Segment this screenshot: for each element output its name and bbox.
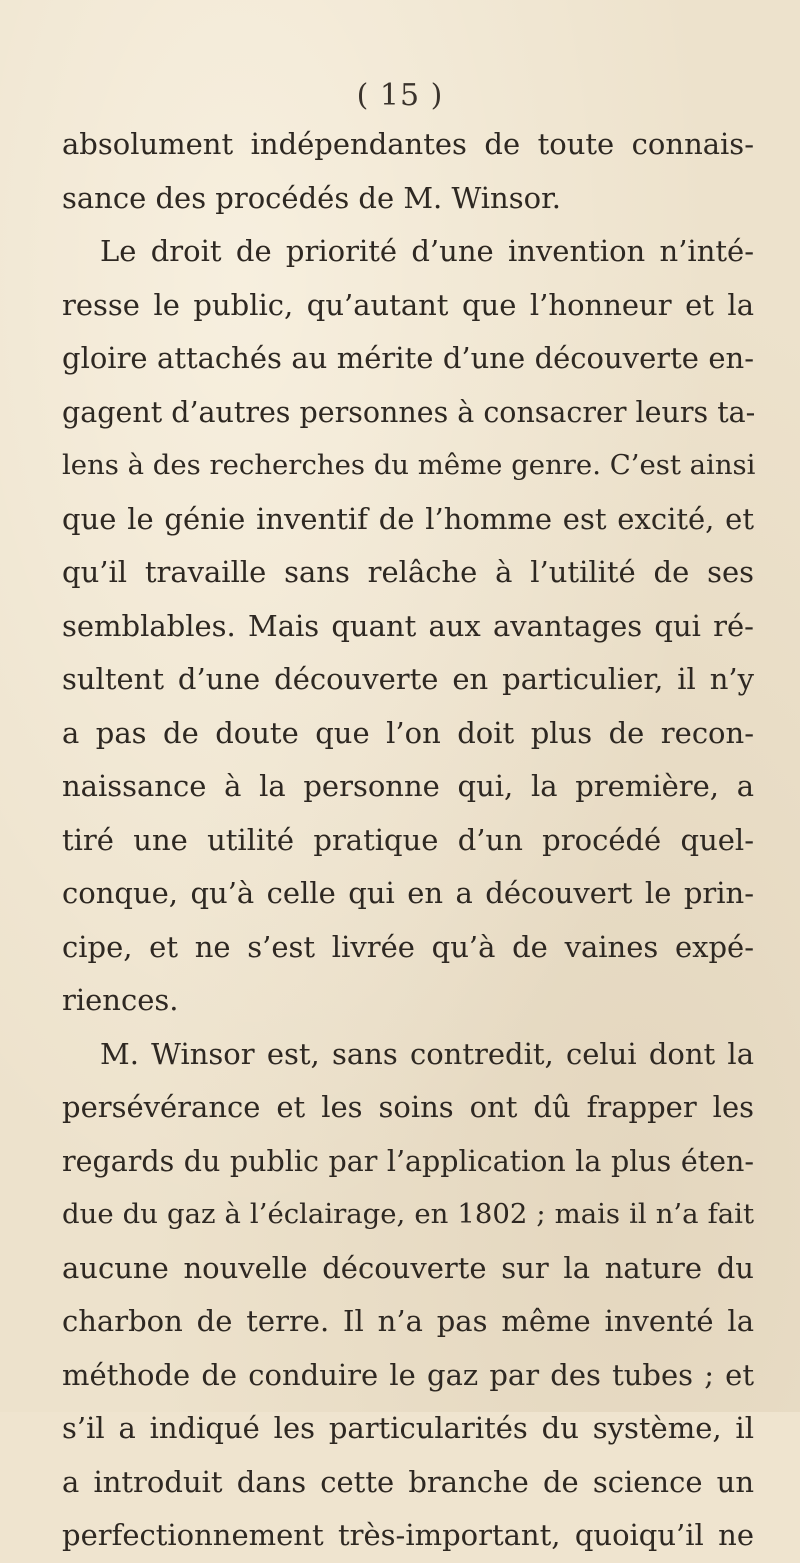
text-line: a pas de doute que l’on doit plus de recon- — [62, 715, 754, 750]
text-line: gloire attachés au mérite d’une découverte en- — [62, 341, 754, 375]
text-line: Le droit de priorité d’une invention n’inté- — [100, 234, 754, 268]
text-line: qu’il travaille sans relâche à l’utilité de ses — [62, 555, 754, 589]
text-line: méthode de conduire le gaz par des tubes ; et — [62, 1357, 754, 1392]
text-line: gagent d’autres personnes à consacrer leurs ta- — [62, 395, 756, 429]
text-line: M. Winsor est, sans contredit, celui dont la — [100, 1036, 754, 1071]
text-line: sance des procédés de M. Winsor. — [62, 180, 561, 215]
text-line: s’il a indiqué les particularités du système, il — [62, 1411, 754, 1445]
text-line: a introduit dans cette branche de science un — [62, 1464, 754, 1499]
text-line: semblables. Mais quant aux avantages qui ré- — [62, 608, 754, 643]
body-text — [62, 118, 754, 1563]
text-line: regards du public par l’application la plus éten- — [62, 1144, 754, 1178]
text-line: cipe, et ne s’est livrée qu’à de vaines expé- — [62, 929, 754, 964]
text-line: due du gaz à l’éclairage, en 1802 ; mais il n’a fait — [62, 1198, 754, 1230]
text-line: naissance à la personne qui, la première, a — [62, 769, 754, 803]
text-line: conque, qu’à celle qui en a découvert le prin- — [62, 876, 754, 910]
text-line: absolument indépendantes de toute connais- — [62, 127, 754, 161]
text-line: riences. — [62, 983, 179, 1017]
text-line: resse le public, qu’autant que l’honneur et la — [62, 287, 754, 322]
page-number: ( 15 ) — [356, 78, 444, 113]
text-line: lens à des recherches du même genre. C’est ainsi — [62, 449, 756, 481]
text-line: sultent d’une découverte en particulier, il n’y — [62, 662, 754, 696]
text-line: que le génie inventif de l’homme est excité, et — [62, 501, 754, 536]
text-line: persévérance et les soins ont dû frapper les — [62, 1090, 754, 1124]
text-line: perfectionnement très-important, quoiqu’il ne — [62, 1518, 754, 1552]
text-line: aucune nouvelle découverte sur la nature du — [62, 1250, 754, 1285]
text-line: tiré une utilité pratique d’un procédé quel- — [62, 822, 754, 857]
text-line: charbon de terre. Il n’a pas même inventé la — [62, 1304, 754, 1338]
